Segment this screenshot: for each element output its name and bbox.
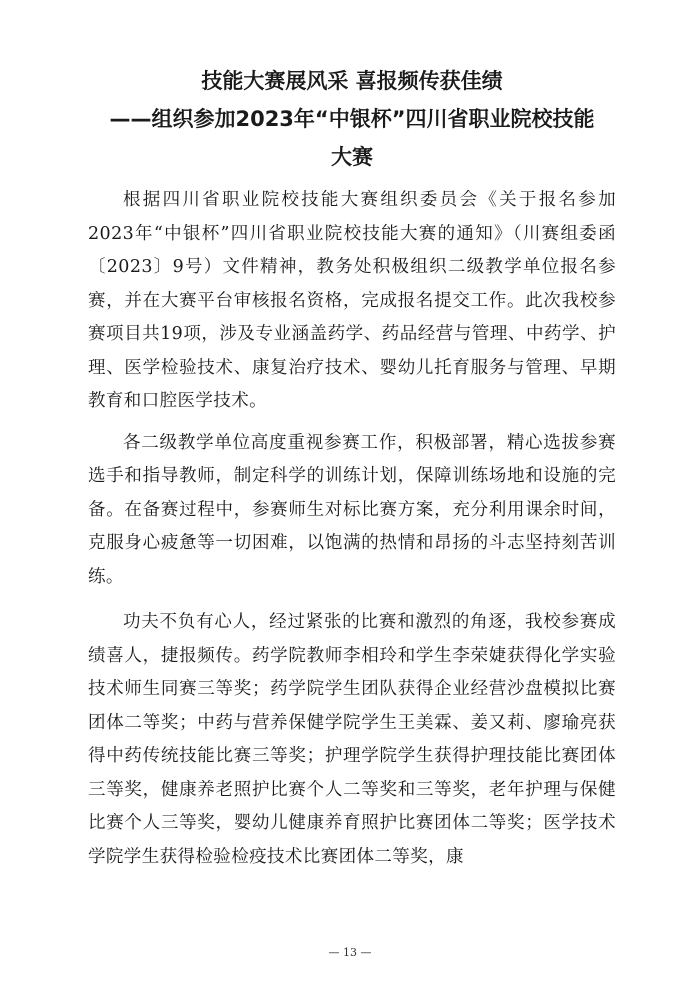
document-title: 技能大赛展风采 喜报频传获佳绩 [201, 69, 503, 93]
paragraph-preparation: 各二级教学单位高度重视参赛工作，积极部署，精心选拔参赛选手和指导教师，制定科学的训练计划，保障训练场地和设施的完备。在备赛过程中，参赛师生对标比赛方案，充分利用课余时间，克服身心疲惫等一切困难，以饱满的热情和昂扬的斗志坚持刻苦训练。 [88, 432, 616, 587]
document-subtitle-line-2: 大赛 [331, 145, 373, 169]
paragraph-registration: 根据四川省职业院校技能大赛组织委员会《关于报名参加2023年“中银杯”四川省职业院校技能大赛的通知》（川赛组委函〔2023〕9号）文件精神，教务处积极组织二级教学单位报名参赛，并在大赛平台审核报名资格，完成报名提交工作。此次我校参赛项目共19项，涉及专业涵盖药学、药品经营与管理、中药学、护理、医学检验技术、康复治疗技术、婴幼儿托育服务与管理、早期教育和口腔医学技术。 [88, 190, 616, 411]
document-page [88, 62, 616, 882]
paragraph-results: 功夫不负有心人，经过紧张的比赛和激烈的角逐，我校参赛成绩喜人，捷报频传。药学院教师李相玲和学生李荣婕获得化学实验技术师生同赛三等奖；药学院学生团队获得企业经营沙盘模拟比赛团体二等奖；中药与营养保健学院学生王美霖、姜又莉、廖瑜亮获得中药传统技能比赛三等奖；护理学院学生获得护理技能比赛团体三等奖，健康养老照护比赛个人二等奖和三等奖，老年护理与保健比赛个人三等奖，婴幼儿健康养育照护比赛团体二等奖；医学技术学院学生获得检验检疫技术比赛团体二等奖，康 [88, 612, 616, 867]
document-subtitle-line-1: ——组织参加2023年“中银杯”四川省职业院校技能 [109, 107, 595, 131]
page-number: — 13 — [328, 946, 372, 959]
document-body [88, 184, 616, 874]
